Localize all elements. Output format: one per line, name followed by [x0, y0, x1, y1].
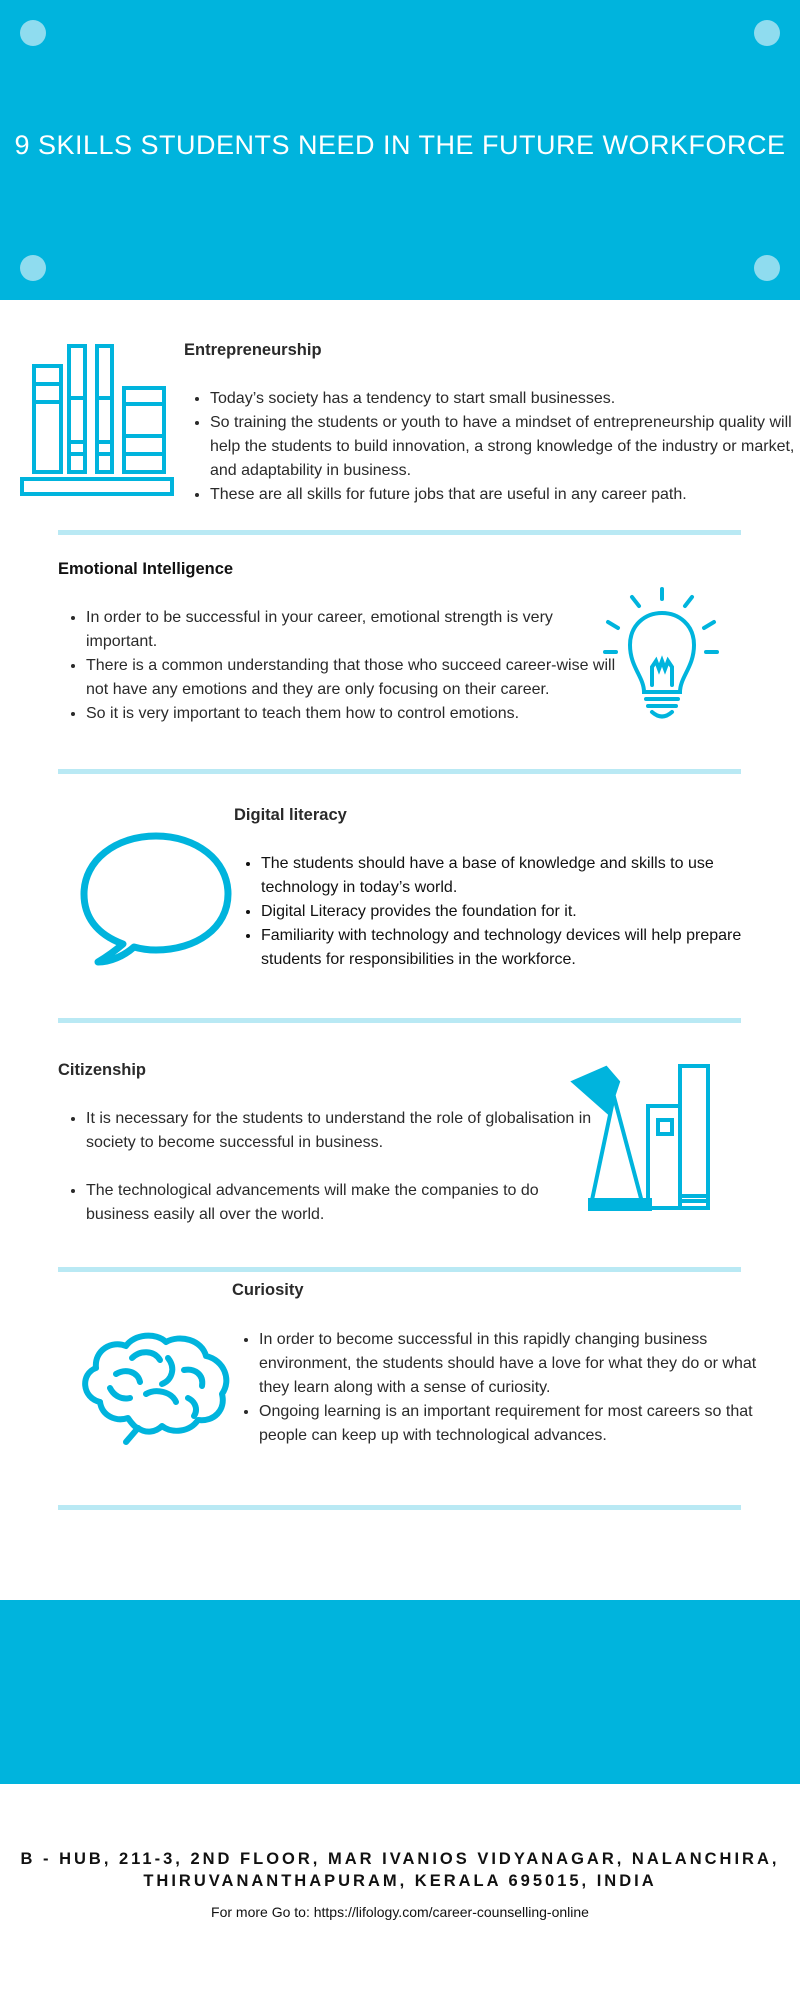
section-title-entrepreneurship: Entrepreneurship: [184, 341, 322, 359]
bullet-item: • The students should have a base of knowledge and skills to use technology in today’s world.: [261, 852, 781, 900]
section-divider: [58, 769, 741, 774]
books-icon: [18, 342, 178, 500]
decor-dot: [754, 20, 780, 46]
section-title-emotional-intelligence: Emotional Intelligence: [58, 560, 234, 578]
address-line-1: B - HUB, 211-3, 2ND FLOOR, MAR IVANIOS VIDYANAGAR, NALANCHIRA,: [20, 1850, 780, 1868]
bullet-item: • Ongoing learning is an important requirement for most careers so that people can keep up with technological advances.: [259, 1400, 779, 1448]
section-bullets-entrepreneurship: [183, 387, 800, 507]
lightbulb-icon: [600, 585, 722, 725]
bullet-item: • Digital Literacy provides the foundation for it.: [261, 900, 781, 924]
decor-dot: [20, 20, 46, 46]
header-banner: [0, 0, 800, 300]
address: [0, 1848, 800, 1892]
bullet-item: • Familiarity with technology and technology devices will help prepare students for responsibilities in the workforce.: [261, 924, 781, 972]
bullet-item: • So it is very important to teach them how to control emotions.: [86, 702, 626, 726]
section-title-citizenship: Citizenship: [58, 1061, 147, 1079]
speech-bubble-icon: [76, 828, 236, 968]
page-title: 9 SKILLS STUDENTS NEED IN THE FUTURE WORKFORCE: [14, 130, 786, 160]
desk-lamp-books-icon: [570, 1060, 720, 1216]
footer-band: [0, 1600, 800, 1784]
section-bullets-curiosity: [232, 1328, 779, 1448]
section-bullets-emotional-intelligence: [59, 606, 626, 726]
more-info-link[interactable]: For more Go to: https://lifology.com/career-counselling-online: [211, 1904, 589, 1920]
section-divider: [58, 530, 741, 535]
bullet-item: • There is a common understanding that those who succeed career-wise will not have any emotions and they are only focusing on their career.: [86, 654, 626, 702]
brain-icon: [76, 1328, 236, 1446]
bullet-item: • Today’s society has a tendency to start small businesses.: [210, 387, 800, 411]
section-bullets-digital-literacy: [234, 852, 781, 972]
section-bullets-citizenship: [59, 1107, 606, 1227]
bullet-item: • It is necessary for the students to understand the role of globalisation in society to become successful in business.: [86, 1107, 606, 1155]
bullet-item: • In order to become successful in this rapidly changing business environment, the students should have a love for what they do or what they learn along with a sense of curiosity.: [259, 1328, 779, 1400]
section-divider: [58, 1018, 741, 1023]
bullet-item: • The technological advancements will make the companies to do business easily all over the world.: [86, 1179, 606, 1227]
section-divider: [58, 1267, 741, 1272]
section-divider: [58, 1505, 741, 1510]
decor-dot: [20, 255, 46, 281]
bullet-item: • These are all skills for future jobs that are useful in any career path.: [210, 483, 800, 507]
section-title-digital-literacy: Digital literacy: [234, 806, 347, 824]
section-title-curiosity: Curiosity: [232, 1281, 304, 1299]
address-line-2: THIRUVANANTHAPURAM, KERALA 695015, INDIA: [143, 1872, 657, 1890]
bullet-item: • So training the students or youth to have a mindset of entrepreneurship quality will help the students to build innovation, a strong knowledge of the industry or market, and adaptability in business.: [210, 411, 800, 483]
bullet-item: • In order to be successful in your career, emotional strength is very important.: [86, 606, 626, 654]
decor-dot: [754, 255, 780, 281]
